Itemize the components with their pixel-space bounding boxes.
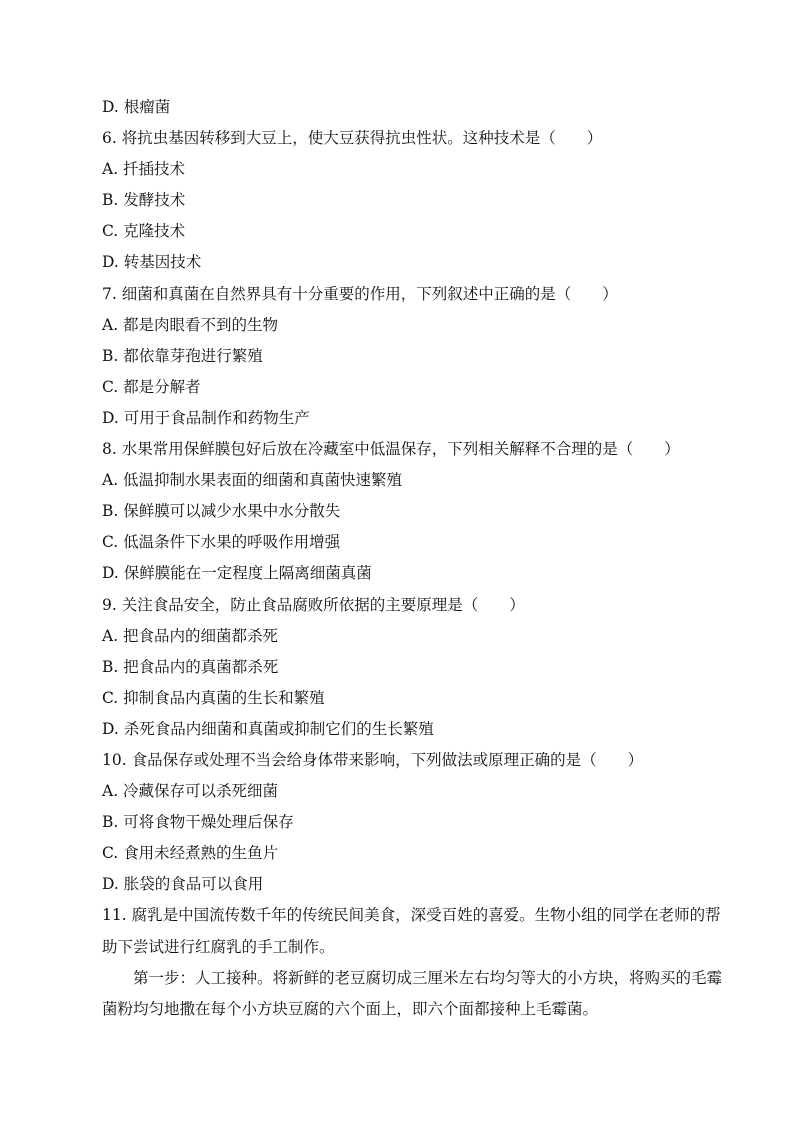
option-6c: C. 克隆技术: [102, 222, 186, 241]
option-8a: A. 低温抑制水果表面的细菌和真菌快速繁殖: [102, 471, 403, 490]
option-9a: A. 把食品内的细菌都杀死: [102, 626, 279, 645]
option-10d: D. 胀袋的食品可以食用: [102, 875, 264, 894]
option-5d: D. 根瘤菌: [102, 98, 171, 116]
option-10b: B. 可将食物干燥处理后保存: [102, 813, 294, 832]
question-11-intro: 11. 腐乳是中国流传数千年的传统民间美食，深受百姓的喜爱。生物小组的同学在老师的帮助下尝试进行红腐乳的手工制作。: [102, 906, 721, 956]
question-11-step-1: 第一步：人工接种。将新鲜的老豆腐切成三厘米左右均匀等大的小方块，将购买的毛霉菌粉均匀地撒在每个小方块豆腐的六个面上，即六个面都接种上毛霉菌。: [102, 968, 723, 1018]
option-9c: C. 抑制食品内真菌的生长和繁殖: [102, 688, 325, 707]
option-6a: A. 扦插技术: [102, 160, 186, 179]
question-8: 8. 水果常用保鲜膜包好后放在冷藏室中低温保存，下列相关解释不合理的是（ ）: [102, 440, 680, 459]
option-9b: B. 把食品内的真菌都杀死: [102, 657, 279, 676]
option-7c: C. 都是分解者: [102, 377, 201, 396]
document-content: [102, 92, 722, 1025]
option-7b: B. 都依靠芽孢进行繁殖: [102, 346, 263, 365]
option-10c: C. 食用未经煮熟的生鱼片: [102, 844, 279, 863]
option-8c: C. 低温条件下水果的呼吸作用增强: [102, 533, 341, 552]
option-7a: A. 都是肉眼看不到的生物: [102, 315, 279, 334]
option-8b: B. 保鲜膜可以减少水果中水分散失: [102, 502, 341, 521]
option-6d: D. 转基因技术: [102, 253, 202, 272]
option-10a: A. 冷藏保存可以杀死细菌: [102, 782, 279, 801]
option-8d: D. 保鲜膜能在一定程度上隔离细菌真菌: [102, 564, 372, 583]
question-6: 6. 将抗虫基因转移到大豆上，使大豆获得抗虫性状。这种技术是（ ）: [102, 129, 603, 148]
option-6b: B. 发酵技术: [102, 191, 186, 210]
question-7: 7. 细菌和真菌在自然界具有十分重要的作用，下列叙述中正确的是（ ）: [102, 284, 618, 303]
option-9d: D. 杀死食品内细菌和真菌或抑制它们的生长繁殖: [102, 719, 434, 738]
question-10: 10. 食品保存或处理不当会给身体带来影响，下列做法或原理正确的是（ ）: [102, 750, 644, 769]
option-7d: D. 可用于食品制作和药物生产: [102, 408, 310, 427]
question-9: 9. 关注食品安全，防止食品腐败所依据的主要原理是（ ）: [102, 595, 525, 614]
